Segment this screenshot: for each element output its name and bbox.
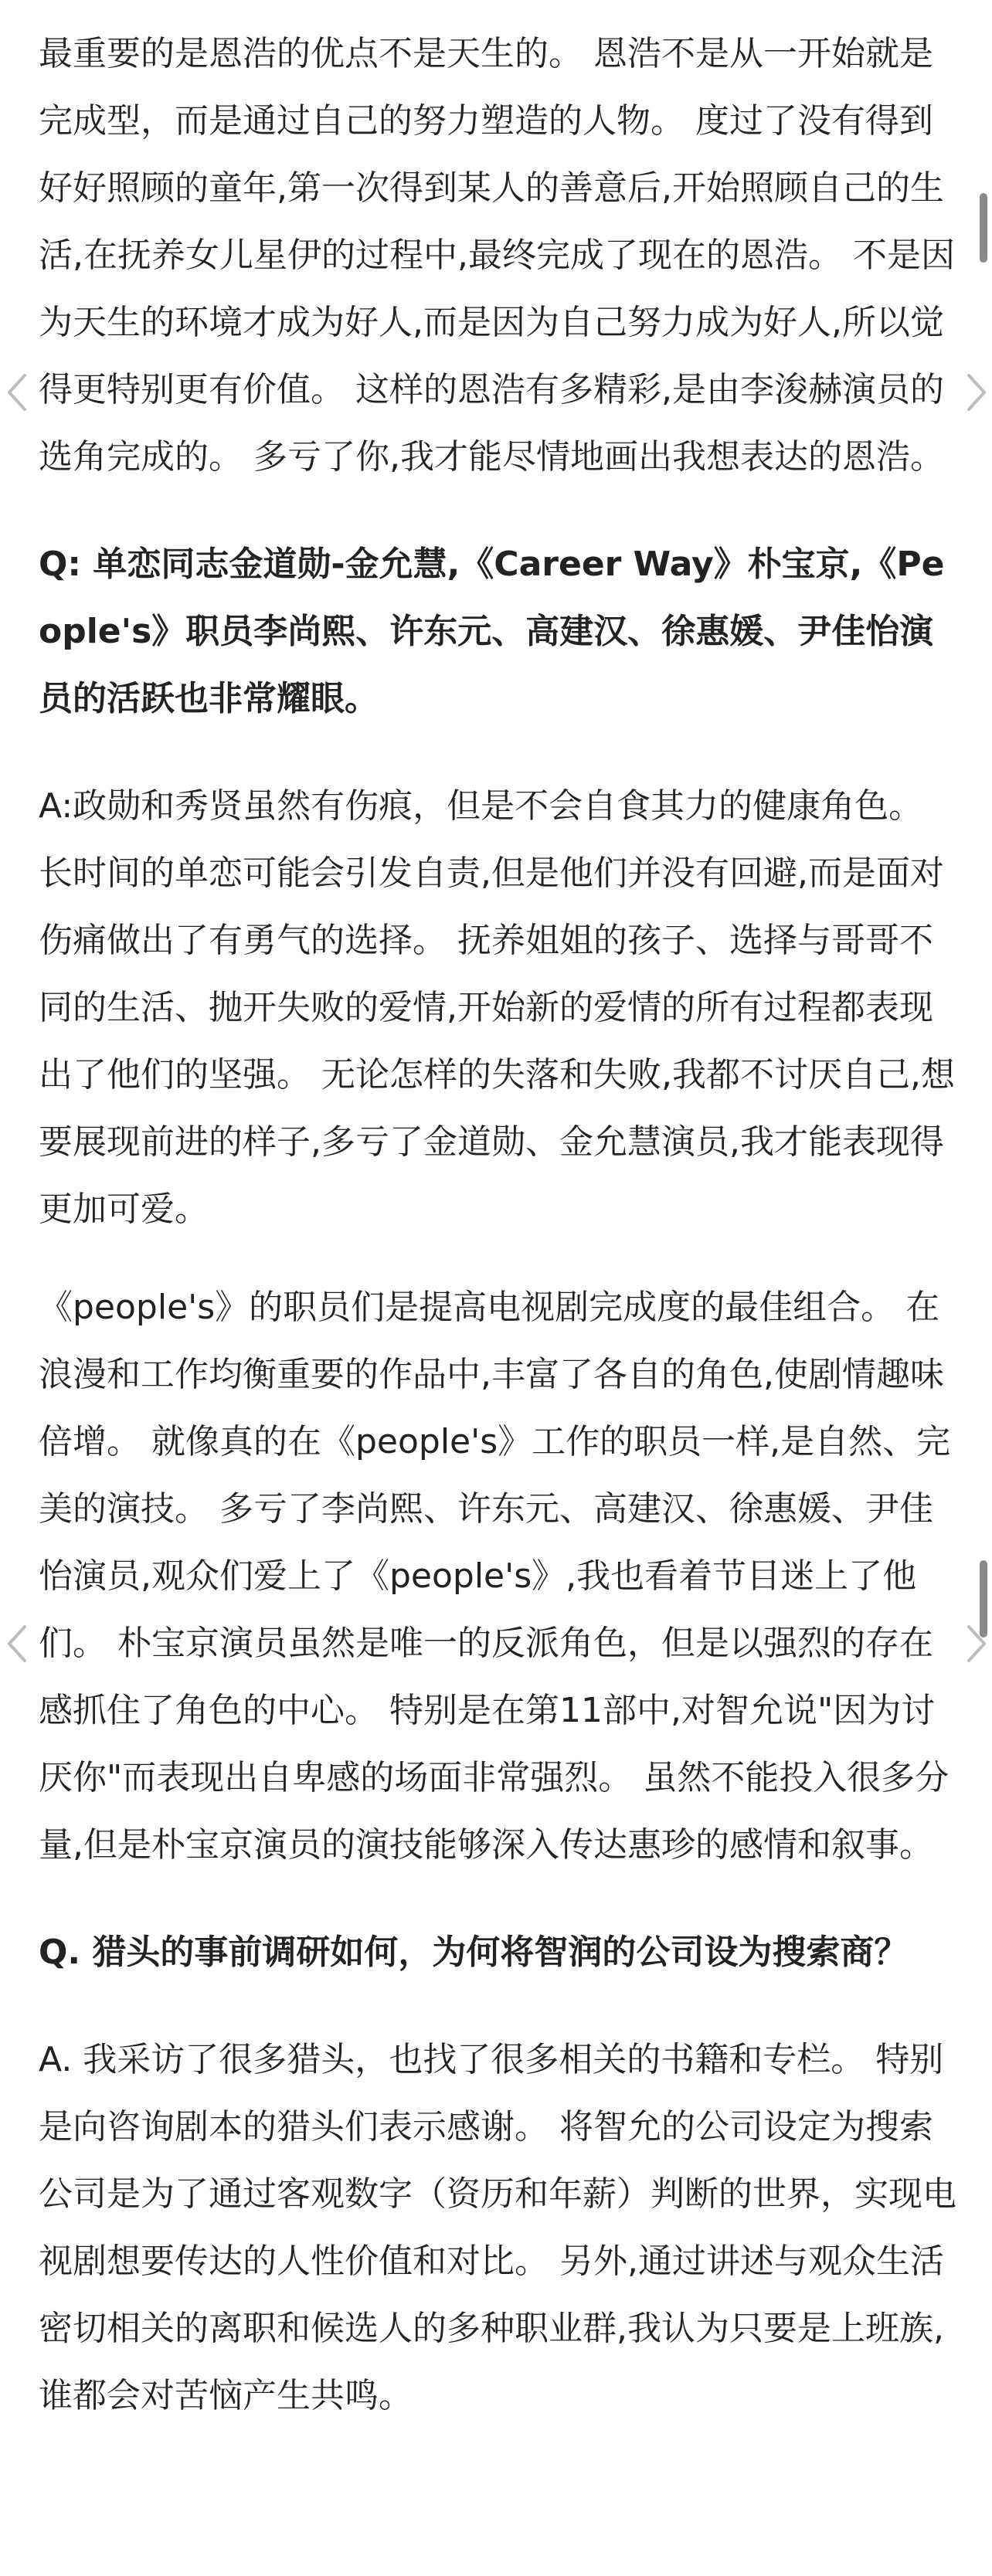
paragraph-spacer <box>39 490 958 531</box>
scrollbar-thumb[interactable] <box>980 1560 987 1638</box>
chevron-left-icon[interactable] <box>2 1621 32 1667</box>
paragraph-spacer <box>39 732 958 772</box>
scrollbar-thumb[interactable] <box>980 193 987 263</box>
paragraph-spacer <box>39 1986 958 2026</box>
paragraph-spacer <box>39 1879 958 1919</box>
chevron-right-icon[interactable] <box>961 369 992 416</box>
interview-answer: A:政勋和秀贤虽然有伤痕，但是不会自食其力的健康角色。 长时间的单恋可能会引发自责,但是他们并没有回避,而是面对伤痛做出了有勇气的选择。 抚养姐姐的孩子、选择与哥哥不同的生活、抛开失败的爱情,开始新的爱情的所有过程都表现出了他们的坚强。 无论怎样的失落和失败,我都不讨厌自己,想要展现前进的样子,多亏了金道勋、金允慧演员,我才能表现得更加可爱。 <box>39 786 955 1229</box>
paragraph-spacer <box>39 1243 958 1274</box>
article-paragraph: 最重要的是恩浩的优点不是天生的。 恩浩不是从一开始就是完成型，而是通过自己的努力塑造的人物。 度过了没有得到好好照顾的童年,第一次得到某人的善意后,开始照顾自己的生活,在抚养女儿星伊的过程中,最终完成了现在的恩浩。 不是因为天生的环境才成为好人,而是因为自己努力成为好人,所以觉得更特别更有价值。 这样的恩浩有多精彩,是由李浚赫演员的选角完成的。 多亏了你,我才能尽情地画出我想表达的恩浩。 <box>39 34 955 477</box>
interview-question: Q: 单恋同志金道勋-金允慧,《Career Way》朴宝京,《People's》职员李尚熙、许东元、高建汉、徐惠媛、尹佳怡演员的活跃也非常耀眼。 <box>39 545 945 718</box>
article-body <box>39 20 958 2429</box>
interview-question: Q. 猎头的事前调研如何，为何将智润的公司设为搜索商？ <box>39 1933 909 1972</box>
chevron-left-icon[interactable] <box>2 369 32 416</box>
chevron-right-icon[interactable] <box>961 1621 992 1667</box>
interview-answer: A. 我采访了很多猎头，也找了很多相关的书籍和专栏。 特别是向咨询剧本的猎头们表示感谢。 将智允的公司设定为搜索公司是为了通过客观数字（资历和年薪）判断的世界，实现电视剧想要传达的人性价值和对比。 另外,通过讲述与观众生活密切相关的离职和候选人的多种职业群,我认为只要是上班族,谁都会对苦恼产生共鸣。 <box>39 2040 956 2415</box>
interview-answer-continued: 《people's》的职员们是提高电视剧完成度的最佳组合。 在浪漫和工作均衡重要的作品中,丰富了各自的角色,使剧情趣味倍增。 就像真的在《people's》工作的职员一样,是自然、完美的演技。 多亏了李尚熙、许东元、高建汉、徐惠媛、尹佳怡演员,观众们爱上了《people's》,我也看着节目迷上了他们。 朴宝京演员虽然是唯一的反派角色，但是以强烈的存在感抓住了角色的中心。 特别是在第11部中,对智允说"因为讨厌你"而表现出自卑感的场面非常强烈。 虽然不能投入很多分量,但是朴宝京演员的演技能够深入传达惠珍的感情和叙事。 <box>39 1288 951 1865</box>
